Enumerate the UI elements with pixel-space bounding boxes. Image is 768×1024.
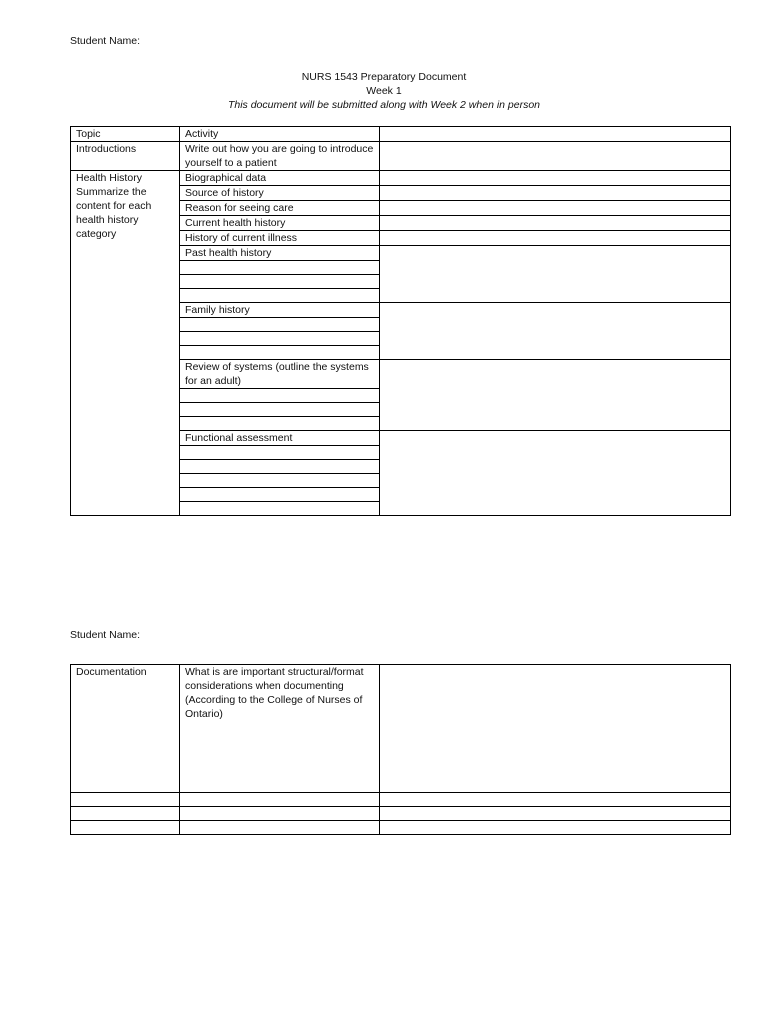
student-name-label: Student Name:: [70, 35, 141, 47]
blank-cell[interactable]: [180, 389, 380, 403]
header-activity: Activity: [180, 127, 380, 142]
table-row: [71, 127, 731, 142]
topic-health-history: Health History Summarize the content for each health history category: [71, 171, 180, 516]
activity-introductions: Write out how you are going to introduce yourself to a patient: [180, 142, 380, 171]
table-row: [71, 821, 731, 835]
document-subtitle: This document will be submitted along with Week 2 when in person: [227, 99, 541, 111]
blank-cell[interactable]: [180, 821, 380, 835]
answer-cell[interactable]: [380, 216, 731, 231]
answer-cell-family[interactable]: [380, 303, 731, 360]
table-row: [71, 793, 731, 807]
blank-cell[interactable]: [180, 261, 380, 275]
answer-cell[interactable]: [380, 201, 731, 216]
topic-introductions: Introductions: [71, 142, 180, 171]
blank-cell[interactable]: [180, 807, 380, 821]
blank-cell[interactable]: [180, 346, 380, 360]
activity-source: Source of history: [180, 186, 380, 201]
answer-cell[interactable]: [380, 171, 731, 186]
blank-cell[interactable]: [380, 807, 731, 821]
answer-cell-past[interactable]: [380, 246, 731, 303]
activity-reason: Reason for seeing care: [180, 201, 380, 216]
activity-current: Current health history: [180, 216, 380, 231]
table-row: [71, 665, 731, 793]
activity-functional: Functional assessment: [180, 431, 380, 446]
blank-cell[interactable]: [71, 821, 180, 835]
blank-cell[interactable]: [180, 488, 380, 502]
answer-cell-functional[interactable]: [380, 431, 731, 516]
blank-cell[interactable]: [180, 446, 380, 460]
blank-cell[interactable]: [71, 793, 180, 807]
table-row: [71, 142, 731, 171]
blank-cell[interactable]: [180, 793, 380, 807]
answer-cell[interactable]: [380, 231, 731, 246]
blank-cell[interactable]: [380, 793, 731, 807]
topic-documentation: Documentation: [71, 665, 180, 793]
table-row: [71, 171, 731, 186]
blank-cell[interactable]: [180, 474, 380, 488]
blank-cell[interactable]: [180, 275, 380, 289]
blank-cell[interactable]: [180, 289, 380, 303]
header-topic: Topic: [71, 127, 180, 142]
answer-cell-review[interactable]: [380, 360, 731, 431]
health-history-table: [70, 126, 731, 516]
documentation-table: [70, 664, 731, 835]
blank-cell[interactable]: [180, 332, 380, 346]
blank-cell[interactable]: [180, 318, 380, 332]
table-row: [71, 807, 731, 821]
blank-cell[interactable]: [180, 417, 380, 431]
answer-cell[interactable]: [380, 127, 731, 142]
answer-cell-documentation[interactable]: [380, 665, 731, 793]
activity-biographical: Biographical data: [180, 171, 380, 186]
document-week: Week 1: [366, 85, 402, 97]
blank-cell[interactable]: [180, 403, 380, 417]
activity-review: Review of systems (outline the systems for an adult): [180, 360, 380, 389]
activity-family: Family history: [180, 303, 380, 318]
student-name-label-2: Student Name:: [70, 629, 141, 641]
blank-cell[interactable]: [180, 502, 380, 516]
blank-cell[interactable]: [380, 821, 731, 835]
activity-illness: History of current illness: [180, 231, 380, 246]
blank-cell[interactable]: [71, 807, 180, 821]
document-title: NURS 1543 Preparatory Document: [301, 71, 467, 83]
answer-cell[interactable]: [380, 142, 731, 171]
answer-cell[interactable]: [380, 186, 731, 201]
activity-past: Past health history: [180, 246, 380, 261]
blank-cell[interactable]: [180, 460, 380, 474]
activity-documentation: What is are important structural/format considerations when documenting (According to the College of Nurses of Ontario): [180, 665, 380, 793]
